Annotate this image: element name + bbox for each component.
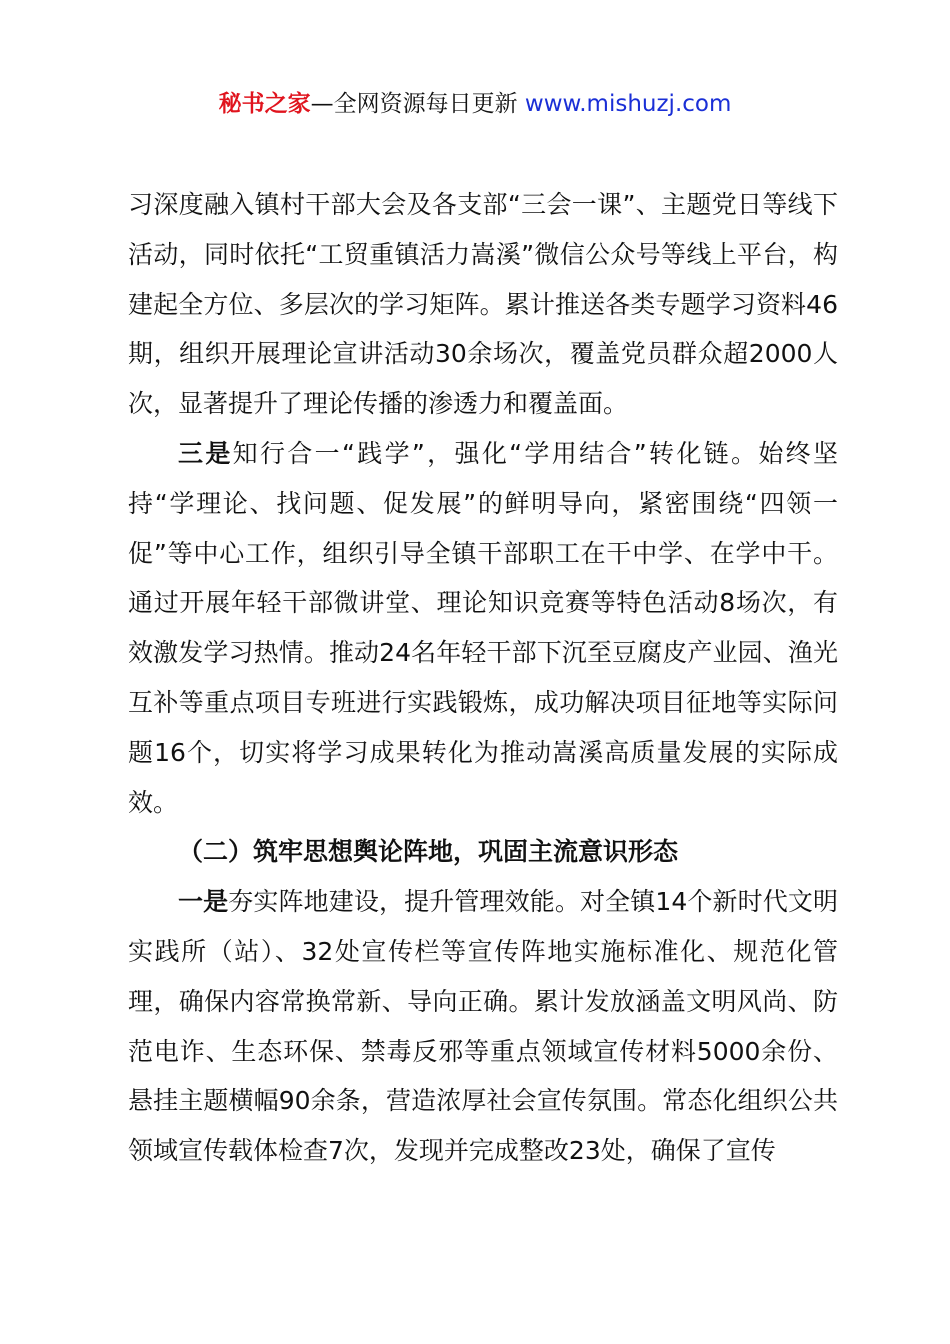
site-url-link[interactable]: www.mishuzj.com — [524, 91, 732, 117]
site-tagline: —全网资源每日更新 — [310, 91, 518, 117]
section-heading: （二）筑牢思想舆论阵地，巩固主流意识形态 — [178, 837, 679, 867]
paragraph-text: 知行合一“践学”，强化“学用结合”转化链。始终坚持“学理论、找问题、促发展”的鲜明导向，紧密围绕“四领一促”等中心工作，组织引导全镇干部职工在干中学、在学中干。通过开展年轻干部微讲堂、理论知识竞赛等特色活动8场次，有效激发学习热情。推动24名年轻干部下沉至豆腐皮产业园、渔光互补等重点项目专班进行实践锻炼，成功解决项目征地等实际问题16个，切实将学习成果转化为推动嵩溪高质量发展的实际成效。 — [128, 438, 838, 817]
paragraph-third-point — [128, 429, 838, 827]
paragraph-continued: 习深度融入镇村干部大会及各支部“三会一课”、主题党日等线下活动，同时依托“工贸重镇活力嵩溪”微信公众号等线上平台，构建起全方位、多层次的学习矩阵。累计推送各类专题学习资料46期，组织开展理论宣讲活动30余场次，覆盖党员群众超2000人次，显著提升了理论传播的渗透力和覆盖面。 — [128, 190, 838, 419]
paragraph-lead: 三是 — [178, 438, 233, 468]
paragraph-text: 夯实阵地建设，提升管理效能。对全镇14个新时代文明实践所（站）、32处宣传栏等宣传阵地实施标准化、规范化管理，确保内容常换常新、导向正确。累计发放涵盖文明风尚、防范电诈、生态环保、禁毒反邪等重点领域宣传材料5000余份、悬挂主题横幅90余条，营造浓厚社会宣传氛围。常态化组织公共领域宣传载体检查7次，发现并完成整改23处，确保了宣传 — [128, 887, 838, 1166]
paragraph-lead: 一是 — [178, 887, 229, 917]
site-header — [0, 88, 950, 120]
site-brand: 秘书之家 — [218, 91, 311, 117]
paragraph-first-point — [128, 877, 838, 1176]
document-body — [128, 180, 838, 1176]
